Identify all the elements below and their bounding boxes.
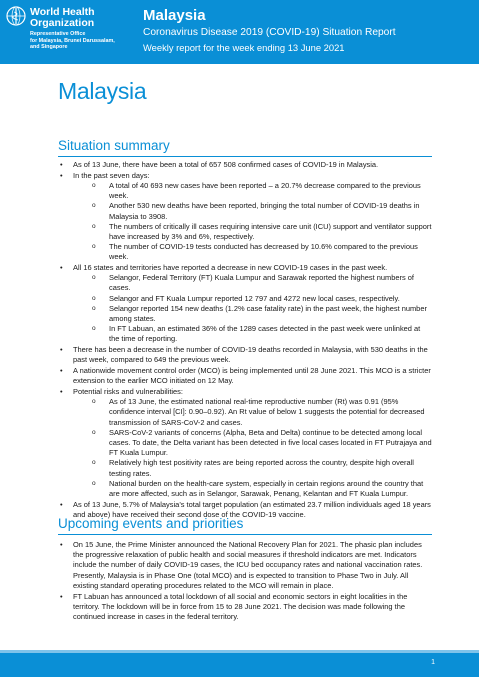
sub-list [73,397,432,499]
who-logo [6,6,134,60]
sub-list-item: o Selangor, Federal Territory (FT) Kuala Lumpur and Sarawak reported the highest numbers of cases. [73,273,432,293]
list-item: • On 15 June, the Prime Minister announced the National Recovery Plan for 2021. The phasic plan includes the progressive relaxation of public health and social measures if threshold indicators are met. Indicators include the number of daily COVID-19 cases, the ICU bed occupancy rates and national vaccination rates. Presently, Malaysia is in Phase One (total MCO) and is expected to transition to Phase Two in July. All existing standard operating procedures related to the MCO will remain in place. [58,540,432,591]
list-item: • A nationwide movement control order (MCO) is being implemented until 28 June 2021. This MCO is a stricter extension to the earlier MCO initiated on 12 May. [58,366,432,386]
list-item: • As of 13 June, there have been a total of 657 508 confirmed cases of COVID-19 in Malaysia. [58,160,432,170]
header-country: Malaysia [143,7,206,24]
sub-list-item: o A total of 40 693 new cases have been reported – a 20.7% decrease compared to the previous week. [73,181,432,201]
sub-list-item: o As of 13 June, the estimated national real-time reproductive number (Rt) was 0.91 (95% confidence interval [CI]: 0.90–0.92). An Rt value of below 1 suggests the potential for decreased transmission of SARS-CoV-2 and cases. [73,397,432,428]
sub-list-item: o Selangor reported 154 new deaths (1.2% case fatality rate) in the past week, the highest number among states. [73,304,432,324]
list-item [58,263,432,345]
header-week-line: Weekly report for the week ending 13 June 2021 [143,42,345,53]
sub-list [73,181,432,263]
upcoming-list [58,540,432,622]
sub-list-item: o Relatively high test positivity rates are being reported across the country, despite high overall testing rates. [73,458,432,478]
page-number: 1 [431,659,435,666]
list-item [58,171,432,263]
situation-list [58,160,432,520]
section-divider [58,534,432,535]
sub-list-item: o The number of COVID-19 tests conducted has decreased by 10.6% compared to the previous week. [73,242,432,262]
who-office-line1: Representative Office [30,31,86,37]
list-item: • There has been a decrease in the number of COVID-19 deaths recorded in Malaysia, with 530 deaths in the past week, compared to 649 the previous week. [58,345,432,365]
sub-list-item: o The numbers of critically ill cases requiring intensive care unit (ICU) support and ventilator support have increased by 3% and 6%, respectively. [73,222,432,242]
header-report-title: Coronavirus Disease 2019 (COVID-19) Situation Report [143,27,396,38]
who-name-line1: World Health [30,6,95,18]
who-office-line3: and Singapore [30,44,68,51]
who-office [30,31,115,51]
list-item: • FT Labuan has announced a total lockdown of all social and economic sectors in eight localities in the territory. The lockdown will be in force from 15 to 28 June 2021. The decision was made following the continued increase in cases in the federal territory. [58,592,432,623]
situation-summary-body [58,160,432,521]
list-item [58,387,432,499]
list-item-text: Potential risks and vulnerabilities: [73,386,183,396]
upcoming-events-body [58,540,432,623]
list-item-text: All 16 states and territories have reported a decrease in new COVID-19 cases in the past week. [73,263,388,273]
sub-list-item: o Selangor and FT Kuala Lumpur reported 12 797 and 4272 new local cases, respectively. [73,294,432,304]
report-header [0,0,479,64]
sub-list [73,273,432,344]
upcoming-events-heading: Upcoming events and priorities [58,516,244,531]
who-name-line2: Organization [30,17,95,29]
section-divider [58,156,432,157]
list-item: • As of 13 June, 5.7% of Malaysia’s total target population (an estimated 23.7 million individuals aged 18 years and above) have received their second dose of the COVID-19 vaccine. [58,500,432,520]
who-name [30,7,95,29]
situation-summary-heading: Situation summary [58,138,170,153]
footer-stripe [0,650,479,653]
list-item-text: In the past seven days: [73,170,150,180]
sub-list-item: o Another 530 new deaths have been reported, bringing the total number of COVID-19 deaths in Malaysia to 3908. [73,201,432,221]
sub-list-item: o In FT Labuan, an estimated 36% of the 1289 cases detected in the past week were unlinked at the time of reporting. [73,324,432,344]
sub-list-item: o National burden on the health-care system, especially in certain regions around the country that are more affected, such as in Selangor, Sarawak, Penang, Kelantan and FT Kuala Lumpur. [73,479,432,499]
page-footer [0,650,479,677]
sub-list-item: o SARS-CoV-2 variants of concerns (Alpha, Beta and Delta) continue to be detected among local cases. To date, the Delta variant has been detected in five local cases located in FT Putrajaya and FT Kuala Lumpur. [73,428,432,459]
who-office-line2: for Malaysia, Brunei Darussalam, [30,37,115,44]
page-title: Malaysia [58,78,147,104]
who-emblem-icon [6,6,26,26]
